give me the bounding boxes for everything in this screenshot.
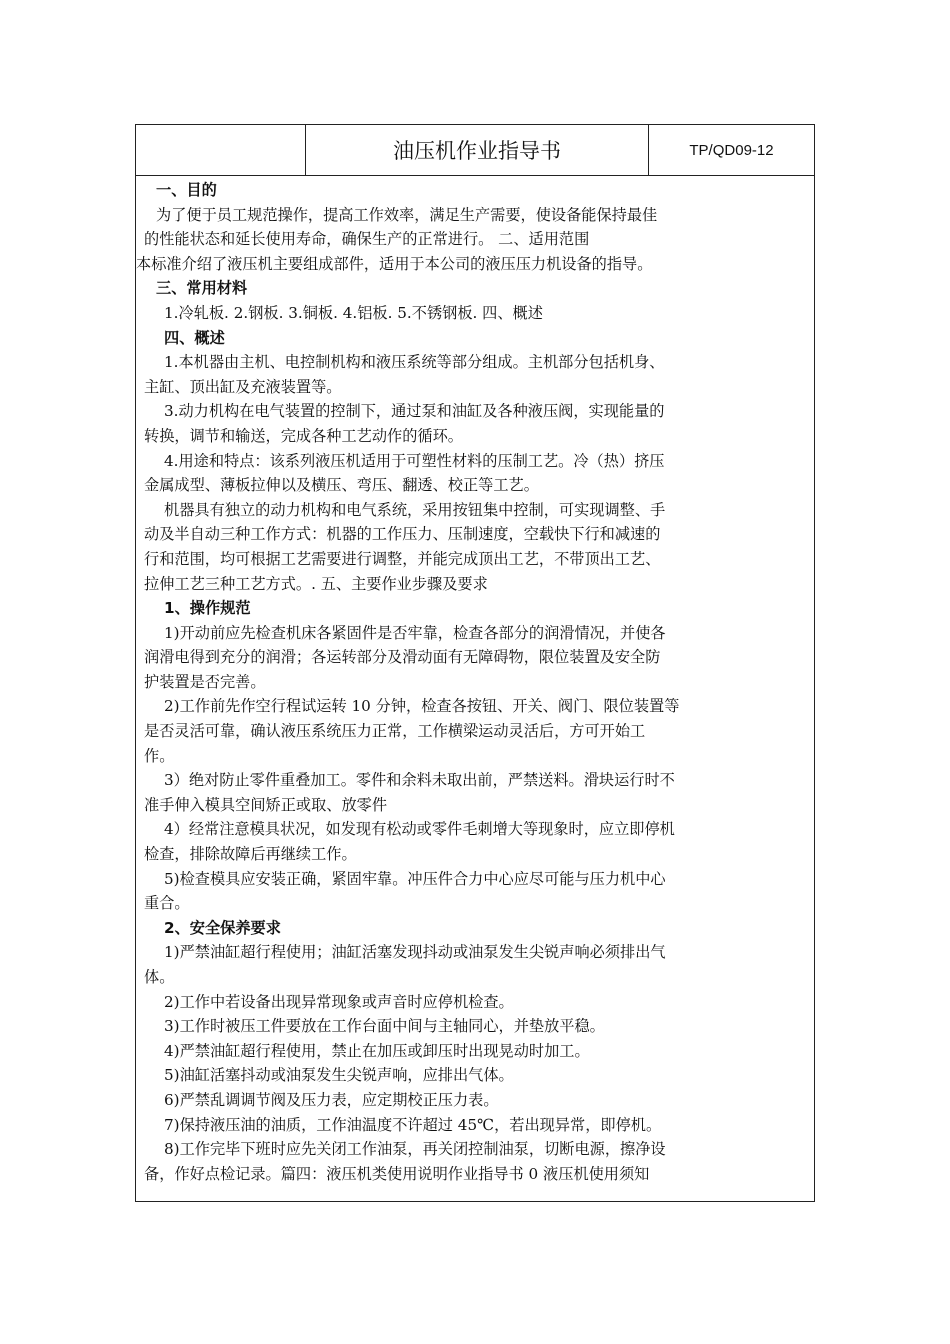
header-row (136, 125, 814, 176)
body-line: 护装置是否完善。 (144, 672, 266, 691)
body-line: 本标准介绍了液压机主要组成部件，适用于本公司的液压压力机设备的指导。 (136, 254, 653, 273)
body-line: 动及半自动三种工作方式：机器的工作压力、压制速度，空载快下行和减速的 (144, 525, 661, 544)
body-line: 7)保持液压油的油质，工作油温度不许超过 45℃，若出现异常，即停机。 (164, 1115, 662, 1134)
body-line: 机器具有独立的动力机构和电气系统，采用按钮集中控制，可实现调整、手 (164, 500, 666, 519)
body-line: 1)严禁油缸超行程使用；油缸活塞发现抖动或油泵发生尖锐声响必须排出气 (164, 943, 666, 962)
body-line: 1.本机器由主机、电控制机构和液压系统等部分组成。主机部分包括机身、 (164, 353, 665, 372)
section-heading: 1、操作规范 (164, 599, 251, 618)
body-line: 1.冷轧板. 2.钢板. 3.铜板. 4.铝板. 5.不锈钢板. 四、概述 (164, 303, 543, 322)
body-line: 3.动力机构在电气装置的控制下，通过泵和油缸及各种液压阀，实现能量的 (164, 402, 665, 421)
document-code: TP/QD09-12 (689, 141, 774, 159)
body-line: 8)工作完毕下班时应先关闭工作油泵，再关闭控制油泵，切断电源，擦净设 (164, 1140, 666, 1159)
body-line: 体。 (144, 968, 175, 986)
header-left-cell (136, 125, 306, 175)
body-line: 是否灵活可靠，确认液压系统压力正常，工作横梁运动灵活后，方可开始工 (144, 722, 646, 741)
body-line: 检查，排除故障后再继续工作。 (144, 845, 357, 864)
section-heading: 一、目的 (156, 181, 217, 199)
body-line: 5)检查模具应安装正确，紧固牢靠。冲压件合力中心应尽可能与压力机中心 (164, 869, 666, 888)
body-line: 作。 (144, 746, 175, 765)
document-title: 油压机作业指导书 (306, 125, 649, 175)
body-line: 6)严禁乱调调节阀及压力表，应定期校正压力表。 (164, 1090, 499, 1109)
body-line: 2)工作前先作空行程试运转 10 分钟，检查各按钮、开关、阀门、限位装置等 (164, 697, 680, 716)
document-body (136, 178, 808, 1186)
body-line: 金属成型、薄板拉伸以及横压、弯压、翻透、校正等工艺。 (144, 476, 539, 495)
body-line: 准手伸入模具空间矫正或取、放零件 (144, 795, 387, 814)
body-line: 行和范围，均可根据工艺需要进行调整，并能完成顶出工艺，不带顶出工艺、 (144, 549, 661, 568)
body-line: 3)工作时被压工件要放在工作台面中间与主轴同心，并垫放平稳。 (164, 1017, 605, 1036)
body-line: 3）绝对防止零件重叠加工。零件和余料未取出前，严禁送料。滑块运行时不 (164, 771, 675, 790)
section-heading: 2、安全保养要求 (164, 918, 281, 937)
body-line: 重合。 (144, 894, 190, 913)
body-line: 转换，调节和输送，完成各种工艺动作的循环。 (144, 426, 463, 445)
body-line: 4.用途和特点：该系列液压机适用于可塑性材料的压制工艺。冷（热）挤压 (164, 451, 665, 470)
body-line: 主缸、顶出缸及充液装置等。 (144, 377, 342, 396)
body-line: 4)严禁油缸超行程使用，禁止在加压或卸压时出现晃动时加工。 (164, 1041, 590, 1060)
body-line: 4）经常注意模具状况，如发现有松动或零件毛刺增大等现象时，应立即停机 (164, 820, 675, 839)
document-table (135, 124, 815, 1202)
body-line: 拉伸工艺三种工艺方式。. 五、主要作业步骤及要求 (144, 574, 488, 593)
body-line: 备，作好点检记录。篇四：液压机类使用说明作业指导书 0 液压机使用须知 (144, 1164, 650, 1183)
section-heading: 四、概述 (164, 328, 225, 347)
body-line: 为了便于员工规范操作，提高工作效率，满足生产需要，使设备能保持最佳 (156, 205, 658, 224)
body-line: 1)开动前应先检查机床各紧固件是否牢靠，检查各部分的润滑情况，并使各 (164, 623, 666, 642)
body-line: 5)油缸活塞抖动或油泵发生尖锐声响，应排出气体。 (164, 1066, 514, 1085)
body-line: 的性能状态和延长使用寿命，确保生产的正常进行。 二、适用范围 (144, 230, 590, 249)
body-line: 2)工作中若设备出现异常现象或声音时应停机检查。 (164, 992, 514, 1011)
body-line: 润滑电得到充分的润滑；各运转部分及滑动面有无障碍物，限位装置及安全防 (144, 648, 661, 667)
section-heading: 三、常用材料 (156, 279, 248, 298)
